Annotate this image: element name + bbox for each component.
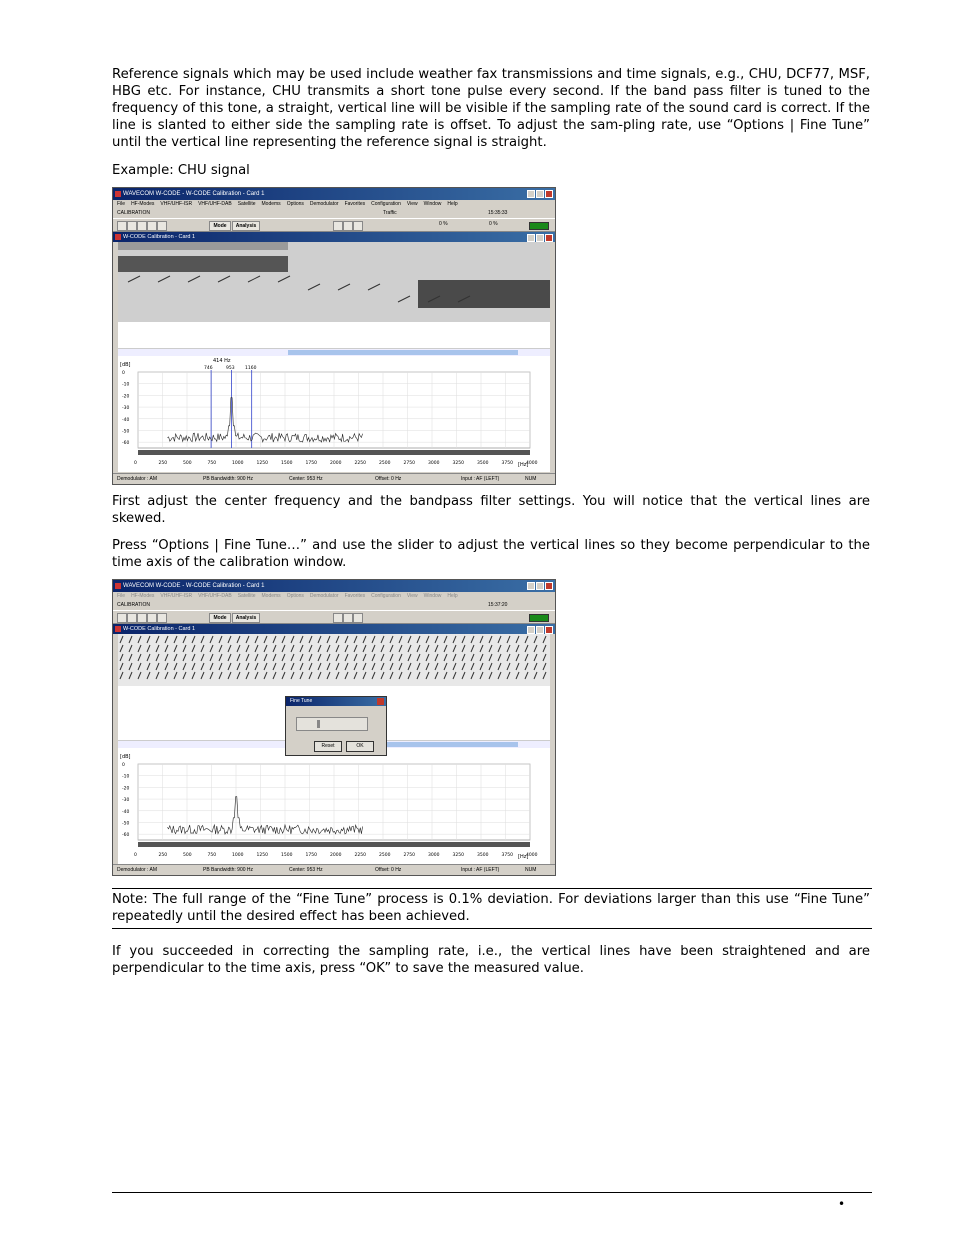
y-tick-label: -20 [122,786,130,792]
menu-favorites[interactable]: Favorites [344,201,366,207]
marker-right-label: 1160 [245,366,257,371]
menu-bar [113,200,555,209]
status-demodulator: Demodulator : AM [117,867,158,873]
x-tick-label: 2250 [354,853,366,858]
status-bar [113,864,555,875]
db-axis-label: [dB] [120,362,131,368]
x-tick-label: 750 [207,461,217,466]
sub-minimize-icon[interactable] [527,234,535,242]
menu-window[interactable]: Window [423,593,442,599]
adjust-paragraph: First adjust the center frequency and the bandpass filter settings. You will notice that the vertical lines are skewed. [112,494,870,526]
reset-button[interactable]: Reset [314,741,342,752]
x-tick-label: 2500 [379,853,391,858]
print-icon[interactable] [147,613,157,623]
hz-axis-label: [Hz] [518,854,529,860]
y-tick-label: -30 [122,406,130,412]
new-icon[interactable] [117,221,127,231]
zoom-icon[interactable] [333,613,343,623]
status-bandwidth: PB Bandwidth: 900 Hz [203,476,254,482]
sub-minimize-icon[interactable] [527,626,535,634]
waterfall-empty [118,322,550,348]
app-title: WAVECOM W-CODE - W-CODE Calibration - Card 1 [123,583,265,589]
status-center: Center: 953 Hz [289,476,323,482]
x-tick-label: 2250 [354,461,366,466]
x-tick-label: 2750 [403,461,415,466]
subwindow-icon [115,234,121,240]
app-titlebar [113,188,555,200]
fine-tune-dialog [285,696,387,756]
x-tick-label: 3000 [428,461,440,466]
x-tick-label: 3750 [501,461,513,466]
status-demodulator: Demodulator : AM [117,476,158,482]
status-offset: Offset: 0 Hz [375,867,402,873]
x-tick-label: 1500 [281,853,293,858]
status-bandwidth: PB Bandwidth: 900 Hz [203,867,254,873]
y-tick-label: -40 [122,809,130,815]
x-tick-label: 250 [158,461,168,466]
display-icon[interactable] [353,221,363,231]
x-tick-label: 0 [134,853,137,858]
app-icon [115,191,121,197]
status-num: NUM [525,476,537,482]
analysis-button[interactable]: Analysis [232,221,260,231]
close-icon[interactable] [545,190,553,198]
menu-satellite[interactable]: Satellite [237,593,256,599]
x-tick-label: 500 [183,853,192,858]
status-num: NUM [525,867,537,873]
mode-row [113,601,555,610]
screenshot-before [112,187,556,485]
menu-help[interactable]: Help [447,593,458,599]
time-readout: 15:35:33 [488,210,508,216]
marker-left-label: 746 [204,366,213,371]
status-center: Center: 953 Hz [289,867,323,873]
close-icon[interactable] [545,582,553,590]
fine-tune-paragraph: Press “Options | Fine Tune…” and use the slider to adjust the vertical lines so they become perpendicular to the time axis of the calibration window. [112,538,870,570]
x-tick-label: 4000 [526,853,538,858]
maximize-icon[interactable] [536,582,544,590]
signal-band-right [418,280,550,308]
sub-close-icon[interactable] [545,626,553,634]
note-bottom-rule [112,928,872,929]
marker-width-label: 414 Hz [213,358,231,364]
status-input: Input : AF (LEFT) [461,476,500,482]
mode-label: CALIBRATION [117,210,150,216]
note-paragraph: Note: The full range of the “Fine Tune” process is 0.1% deviation. For deviations larger than this use “Fine Tune” repeatedly until the desired effect has been achieved. [112,892,870,924]
menu-modems[interactable]: Modems [261,593,281,599]
screenshot-after [112,579,556,876]
marker-center-label: 953 [226,366,235,371]
x-tick-label: 2000 [330,461,342,466]
waterfall-before [118,242,550,348]
app-title: WAVECOM W-CODE - W-CODE Calibration - Card 1 [123,191,265,197]
zoom-icon[interactable] [333,221,343,231]
y-tick-label: -40 [122,417,130,423]
menu-options[interactable]: Options [286,593,304,599]
mode-button[interactable]: Mode [209,613,231,623]
x-tick-label: 0 [134,461,137,466]
signal-band-top [118,242,288,250]
y-tick-label: -20 [122,394,130,400]
menu-bar [113,592,555,601]
analysis-button[interactable]: Analysis [232,613,260,623]
menu-vhf-dab[interactable]: VHF/UHF-DAB [198,201,232,207]
percent-left: 0 % [439,221,448,227]
subwindow-icon [115,626,121,632]
sub-maximize-icon[interactable] [536,626,544,634]
x-tick-label: 1250 [256,461,268,466]
calibration-subwindow-title [113,232,555,242]
save-icon[interactable] [137,613,147,623]
plot-after [122,762,538,858]
menu-help[interactable]: Help [447,201,458,207]
display-icon[interactable] [353,613,363,623]
y-tick-label: 0 [122,371,125,376]
percent-right: 0 % [489,221,498,227]
maximize-icon[interactable] [536,190,544,198]
minimize-icon[interactable] [527,582,535,590]
menu-favorites[interactable]: Favorites [344,593,366,599]
waterfall-scrollbar[interactable] [118,348,550,356]
intro-paragraph: Reference signals which may be used include weather fax transmissions and time signals, e.g., CHU, DCF77, MSF, HBG etc. For instance, CHU transmits a short tone pulse every second. If the band pass filter is tuned to the frequency of this tone, a straight, vertical line will be visible if the sampling rate of the sound card is correct. If the line is slanted to either side the sampling rate is offset. To adjust the sam-pling rate, use “Options | Fine Tune” until the vertical line representing the reference signal is straight. [112,67,870,150]
status-bar [113,473,555,484]
x-tick-label: 1250 [256,853,268,858]
spectrum-before [118,356,550,472]
x-tick-label: 3750 [501,853,513,858]
menu-vhf-isr[interactable]: VHF/UHF-ISR [160,593,193,599]
dialog-close-icon[interactable] [377,698,384,705]
x-tick-label: 1750 [305,853,317,858]
slider-thumb[interactable] [317,720,320,728]
open-icon[interactable] [127,613,137,623]
x-tick-label: 1500 [281,461,293,466]
level-meter [529,222,549,230]
menu-configuration[interactable]: Configuration [371,201,401,207]
y-tick-label: -60 [122,833,130,839]
menu-hf[interactable]: HF-Modes [131,201,155,207]
scrollbar-thumb[interactable] [288,350,518,355]
menu-hf[interactable]: HF-Modes [131,593,155,599]
status-offset: Offset: 0 Hz [375,476,402,482]
x-tick-label: 3500 [477,461,489,466]
x-tick-label: 2500 [379,461,391,466]
x-tick-label: 4000 [526,461,538,466]
y-tick-label: -10 [122,382,130,388]
sub-close-icon[interactable] [545,234,553,242]
mode-button[interactable]: Mode [209,221,231,231]
y-tick-label: -10 [122,774,130,780]
x-tick-label: 3500 [477,853,489,858]
app-icon [115,583,121,589]
help-icon[interactable] [157,613,167,623]
menu-options[interactable]: Options [286,201,304,207]
note-top-rule [112,888,872,889]
plot-before [122,370,538,466]
hz-axis-label: [Hz] [518,462,529,468]
x-tick-label: 750 [207,853,217,858]
y-tick-label: -50 [122,821,130,827]
x-tick-label: 2750 [403,853,415,858]
passband-bar [138,842,530,847]
y-tick-label: -30 [122,798,130,804]
toolbar [113,218,555,232]
sub-maximize-icon[interactable] [536,234,544,242]
menu-demodulator[interactable]: Demodulator [309,201,339,207]
menu-vhf-isr[interactable]: VHF/UHF-ISR [160,201,193,207]
spectrum-panel [118,356,550,472]
x-tick-label: 1000 [232,461,244,466]
x-tick-label: 3250 [452,853,464,858]
app-titlebar [113,580,555,592]
x-tick-label: 3250 [452,461,464,466]
menu-view[interactable]: View [406,201,418,207]
x-tick-label: 3000 [428,853,440,858]
footer-bullet: • [838,1197,846,1211]
ok-paragraph: If you succeeded in correcting the sampling rate, i.e., the vertical lines have been straightened and are perpendicular to the time axis, press “OK” to save the measured value. [112,944,870,976]
db-axis-label: [dB] [120,754,131,760]
y-tick-label: -50 [122,429,130,435]
fine-tune-slider[interactable] [296,717,368,731]
level-meter [529,614,549,622]
footer-rule [112,1192,872,1193]
x-tick-label: 1000 [232,853,244,858]
time-readout: 15:37:20 [488,602,508,608]
spectrum-panel [118,748,550,864]
y-tick-label: 0 [122,763,125,768]
menu-configuration[interactable]: Configuration [371,593,401,599]
calibration-subwindow-title [113,624,555,634]
open-icon[interactable] [127,221,137,231]
mode-label: CALIBRATION [117,602,150,608]
fine-tune-title: Fine Tune [290,698,313,704]
filter-icon[interactable] [343,613,353,623]
menu-vhf-dab[interactable]: VHF/UHF-DAB [198,593,232,599]
menu-demodulator[interactable]: Demodulator [309,593,339,599]
filter-icon[interactable] [343,221,353,231]
x-tick-label: 250 [158,853,168,858]
minimize-icon[interactable] [527,190,535,198]
passband-bar [138,450,530,455]
example-label: Example: CHU signal [112,163,250,178]
ok-button[interactable]: OK [346,741,374,752]
mode-row [113,209,555,218]
fine-tune-titlebar [286,697,386,706]
toolbar [113,610,555,624]
x-tick-label: 500 [183,461,192,466]
waterfall-display [118,242,550,348]
menu-file[interactable]: File [117,593,126,599]
subwindow-title: W-CODE Calibration - Card 1 [123,626,196,632]
print-icon[interactable] [147,221,157,231]
x-tick-label: 2000 [330,853,342,858]
menu-window[interactable]: Window [423,201,442,207]
menu-satellite[interactable]: Satellite [237,201,256,207]
menu-modems[interactable]: Modems [261,201,281,207]
status-input: Input : AF (LEFT) [461,867,500,873]
save-icon[interactable] [137,221,147,231]
x-tick-label: 1750 [305,461,317,466]
help-icon[interactable] [157,221,167,231]
new-icon[interactable] [117,613,127,623]
spectrum-after [118,748,550,864]
subwindow-title: W-CODE Calibration - Card 1 [123,234,196,240]
y-tick-label: -60 [122,441,130,447]
menu-file[interactable]: File [117,201,126,207]
traffic-label: Traffic [383,210,397,216]
signal-band-left [118,256,288,272]
menu-view[interactable]: View [406,593,418,599]
